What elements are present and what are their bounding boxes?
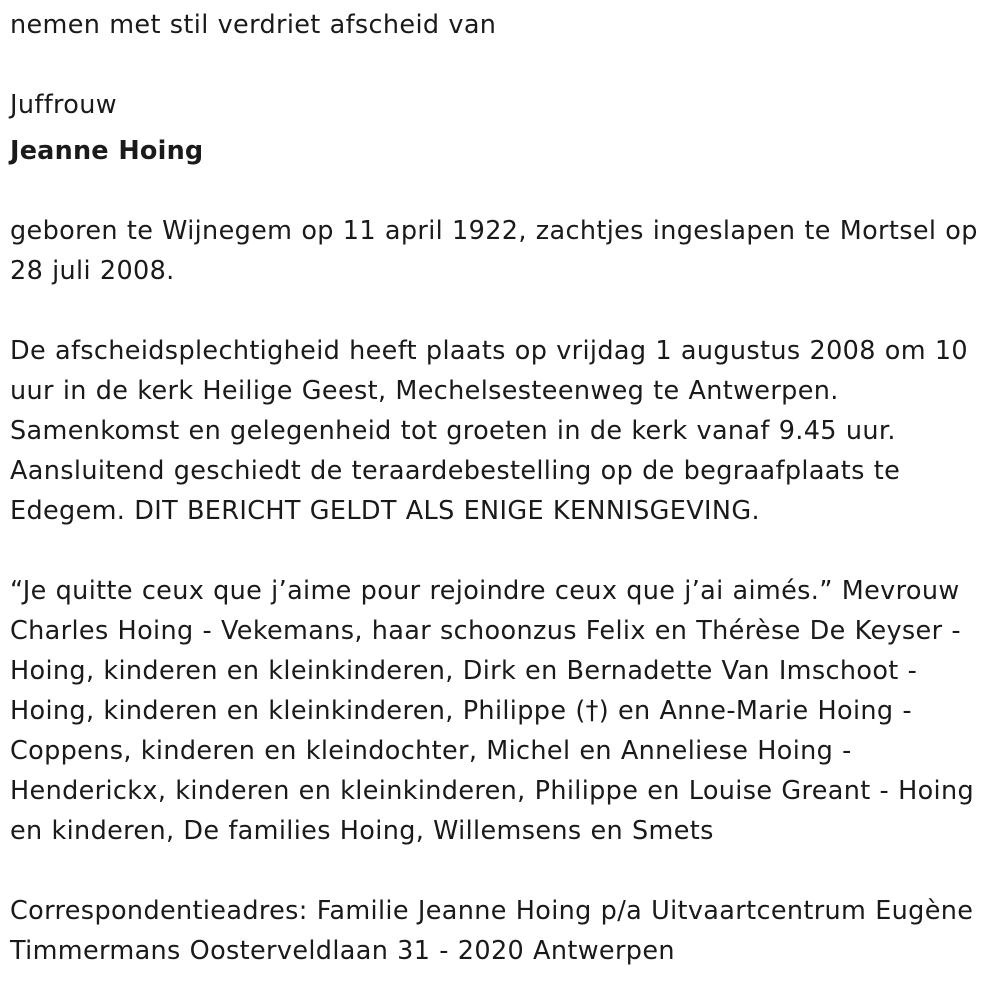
family-paragraph: “Je quitte ceux que j’aime pour rejoindre ceux que j’ai aimés.” Mevrouw Charles Hoing - Vekemans, haar schoonzus Felix en Thérèse De Keyser - Hoing, kinderen en kleinkinderen, Dirk en Bernadette Van Imschoot - Hoing, kinderen en kleinkinderen, Philippe (†) en Anne-Marie Hoing - Coppens, kinderen en kleindochter, Michel en Anneliese Hoing - Henderickx, kinderen en kleinkinderen, Philippe en Louise Greant - Hoing en kinderen, De families Hoing, Willemsens en Smets bbox=[10, 576, 975, 846]
ceremony-paragraph: De afscheidsplechtigheid heeft plaats op vrijdag 1 augustus 2008 om 10 uur in de kerk Heilige Geest, Mechelsesteenweg te Antwerpen. Samenkomst en gelegenheid tot groeten in de kerk vanaf 9.45 uur. Aansluitend geschiedt de teraardebestelling op de begraafplaats te Edegem. DIT BERICHT GELDT ALS ENIGE KENNISGEVING. bbox=[10, 336, 969, 526]
deceased-title: Juffrouw bbox=[10, 90, 117, 120]
birth-death-paragraph: geboren te Wijnegem op 11 april 1922, zachtjes ingeslapen te Mortsel op 28 juli 2008. bbox=[10, 216, 978, 286]
correspondence-address: Correspondentieadres: Familie Jeanne Hoing p/a Uitvaartcentrum Eugène Timmermans Oosterveldlaan 31 - 2020 Antwerpen bbox=[10, 896, 974, 966]
obituary-notice bbox=[10, 0, 985, 971]
deceased-name: Jeanne Hoing bbox=[10, 136, 204, 166]
intro-text: nemen met stil verdriet afscheid van bbox=[10, 10, 497, 40]
